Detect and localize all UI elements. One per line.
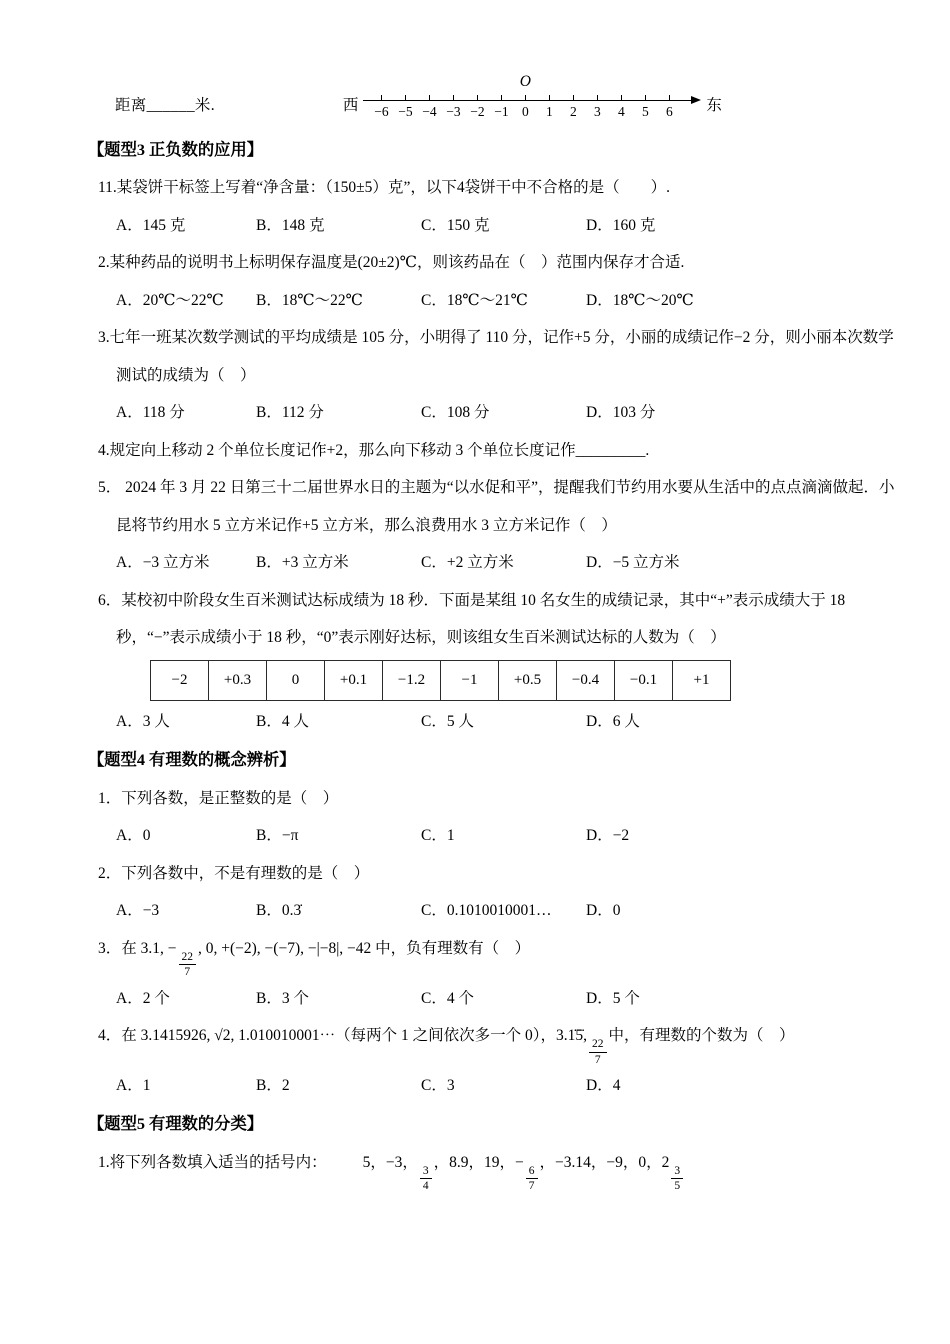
tick-label: −4 bbox=[422, 103, 437, 119]
option-b: B．148 克 bbox=[256, 216, 325, 234]
problem-text: 5． 2024 年 3 月 22 日第三十二届世界水日的主题为“以水促和平”，提醒我们节约用水要从生活中的点点滴滴做起．小昆将节约用水 5 立方米记作+5 立方米，那么浪费用水 3 立方米记作（ ） bbox=[98, 479, 895, 534]
tick-mark bbox=[429, 95, 430, 101]
tick bbox=[465, 84, 489, 120]
table-cell: −0.1 bbox=[615, 660, 673, 700]
table-cell: −2 bbox=[151, 660, 209, 700]
tick-label: 2 bbox=[570, 103, 577, 119]
text-segment: 1.将下列各数填入适当的括号内： bbox=[98, 1153, 327, 1171]
option-c: C．1 bbox=[421, 827, 455, 845]
tick-label: 1 bbox=[546, 103, 553, 119]
option-a: A．145 克 bbox=[116, 216, 186, 234]
problem-text: 6．某校初中阶段女生百米测试达标成绩为 18 秒．下面是某组 10 名女生的成绩记录，其中“+”表示成绩大于 18 秒，“−”表示成绩小于 18 秒，“0”表示刚好达标，则该组女生百米测试达标的人数为（ ） bbox=[98, 591, 846, 647]
west-label: 西 bbox=[342, 97, 359, 115]
tick-label: 5 bbox=[642, 103, 649, 119]
option-a: A．1 bbox=[116, 1076, 151, 1094]
tick-mark bbox=[477, 95, 478, 101]
option-c: C．150 克 bbox=[421, 216, 490, 234]
options-row bbox=[116, 1067, 895, 1105]
problem-text: 2.某种药品的说明书上标明保存温度是(20±2)℃，则该药品在（ ）范围内保存才合适. bbox=[98, 254, 685, 272]
option-b: B．4 人 bbox=[256, 712, 309, 730]
options-row bbox=[116, 892, 895, 930]
tick bbox=[585, 84, 609, 120]
axis-ticks bbox=[369, 84, 681, 120]
problem-4 bbox=[88, 432, 895, 470]
numerator: 22 bbox=[589, 1037, 607, 1052]
tick bbox=[537, 84, 561, 120]
section-title-5: 【题型5 有理数的分类】 bbox=[88, 1114, 264, 1134]
options-row bbox=[116, 282, 895, 320]
fraction bbox=[420, 1164, 432, 1194]
problem-text bbox=[98, 930, 895, 980]
option-c: C．4 个 bbox=[421, 989, 474, 1007]
problem-text: 1．下列各数，是正整数的是（ ） bbox=[98, 789, 339, 807]
tick-mark bbox=[525, 95, 526, 101]
text-segment: 中，有理数的个数为（ ） bbox=[608, 1027, 795, 1045]
option-c: C．3 bbox=[421, 1076, 455, 1094]
option-b: B．112 分 bbox=[256, 404, 324, 422]
numerator: 3 bbox=[671, 1164, 683, 1179]
option-c: C．18℃～21℃ bbox=[421, 291, 529, 309]
option-d: D．−2 bbox=[586, 827, 630, 845]
tick bbox=[609, 84, 633, 120]
fraction bbox=[589, 1037, 607, 1067]
table-cell: −0.4 bbox=[557, 660, 615, 700]
problem-2 bbox=[88, 855, 895, 930]
fraction bbox=[526, 1164, 538, 1194]
numerator: 6 bbox=[526, 1164, 538, 1179]
table-row bbox=[151, 660, 731, 700]
option-b: B．3 个 bbox=[256, 989, 309, 1007]
option-b: B．−π bbox=[256, 827, 299, 845]
option-c: C．108 分 bbox=[421, 404, 490, 422]
numerator: 22 bbox=[179, 950, 197, 965]
option-a: A．3 人 bbox=[116, 712, 170, 730]
text-segment: , 0, +(−2), −(−7), −|−8|, −42 中，负有理数有（ ） bbox=[198, 939, 531, 957]
problem-text bbox=[98, 1144, 895, 1194]
origin-label: O bbox=[519, 73, 532, 90]
option-b: B．2 bbox=[256, 1076, 290, 1094]
denominator: 7 bbox=[594, 1053, 601, 1066]
text-segment: ，−3.14，−9，0，2 bbox=[539, 1153, 670, 1171]
number-line bbox=[342, 73, 722, 128]
tick bbox=[657, 84, 681, 120]
problem-5 bbox=[88, 469, 895, 582]
option-d: D．0 bbox=[586, 902, 621, 920]
tick-mark bbox=[669, 95, 670, 101]
problem-11 bbox=[88, 169, 895, 244]
options-row bbox=[116, 207, 895, 245]
fraction bbox=[671, 1164, 683, 1194]
tick bbox=[561, 84, 585, 120]
option-b: B．0.3̇ bbox=[256, 902, 302, 920]
option-d: D．160 克 bbox=[586, 216, 656, 234]
problem-text: 3.七年一班某次数学测试的平均成绩是 105 分，小明得了 110 分，记作+5 分，小丽的成绩记作−2 分，则小丽本次数学测试的成绩为（ ） bbox=[98, 329, 894, 384]
option-a: A．118 分 bbox=[116, 404, 185, 422]
problem-text bbox=[98, 1017, 895, 1067]
problem-text: 2．下列各数中，不是有理数的是（ ） bbox=[98, 864, 370, 882]
table-cell: −1.2 bbox=[383, 660, 441, 700]
option-a: A．−3 bbox=[116, 902, 160, 920]
fraction bbox=[179, 950, 197, 980]
option-a: A．20℃～22℃ bbox=[116, 291, 224, 309]
text-segment: 5，−3， bbox=[362, 1153, 418, 1171]
option-b: B．18℃～22℃ bbox=[256, 291, 364, 309]
table-cell: +0.1 bbox=[325, 660, 383, 700]
tick-mark bbox=[453, 95, 454, 101]
tick-label: 3 bbox=[594, 103, 601, 119]
denominator: 7 bbox=[528, 1180, 535, 1193]
options-row bbox=[116, 544, 895, 582]
denominator: 4 bbox=[422, 1180, 429, 1193]
tick-label: 0 bbox=[522, 103, 529, 119]
top-row bbox=[88, 73, 895, 128]
tick bbox=[633, 84, 657, 120]
section-title-4: 【题型4 有理数的概念辨析】 bbox=[88, 750, 296, 770]
problem-1 bbox=[88, 1144, 895, 1194]
options-row bbox=[116, 703, 895, 741]
option-d: D．4 bbox=[586, 1076, 621, 1094]
option-d: D．−5 立方米 bbox=[586, 554, 680, 572]
tick-mark bbox=[549, 95, 550, 101]
table-cell: −1 bbox=[441, 660, 499, 700]
problem-6 bbox=[88, 582, 895, 741]
option-d: D．103 分 bbox=[586, 404, 656, 422]
options-row bbox=[116, 817, 895, 855]
tick-mark bbox=[405, 95, 406, 101]
tick-label: −3 bbox=[446, 103, 461, 119]
problem-3 bbox=[88, 319, 895, 432]
problem-text: 11.某袋饼干标签上写着“净含量：（150±5）克”，以下4袋饼干中不合格的是（ ）. bbox=[98, 179, 670, 197]
tick bbox=[393, 84, 417, 120]
tick-label: −1 bbox=[494, 103, 509, 119]
option-d: D．18℃～20℃ bbox=[586, 291, 694, 309]
section-title-3: 【题型3 正负数的应用】 bbox=[88, 140, 264, 159]
tick-label: −6 bbox=[374, 103, 389, 119]
numerator: 3 bbox=[420, 1164, 432, 1179]
axis-arrow-icon bbox=[691, 96, 701, 104]
tick-mark bbox=[597, 95, 598, 101]
denominator: 5 bbox=[674, 1180, 681, 1193]
problem-text: 4.规定向上移动 2 个单位长度记作+2，那么向下移动 3 个单位长度记作_________. bbox=[98, 441, 650, 459]
option-d: D．5 个 bbox=[586, 989, 640, 1007]
tick-mark bbox=[621, 95, 622, 101]
option-a: A．0 bbox=[116, 827, 151, 845]
option-c: C．+2 立方米 bbox=[421, 554, 514, 572]
problem-2 bbox=[88, 244, 895, 319]
tick bbox=[369, 84, 393, 120]
table-cell: 0 bbox=[267, 660, 325, 700]
options-row bbox=[116, 980, 895, 1018]
east-label: 东 bbox=[706, 97, 722, 115]
tick-mark bbox=[381, 95, 382, 101]
options-row bbox=[116, 394, 895, 432]
option-a: A．2 个 bbox=[116, 989, 170, 1007]
option-b: B．+3 立方米 bbox=[256, 554, 349, 572]
distance-blank-text: 距离______米. bbox=[115, 97, 215, 115]
tick-label: 6 bbox=[666, 103, 673, 119]
text-segment: 3．在 3.1, − bbox=[98, 939, 177, 957]
denominator: 7 bbox=[184, 966, 191, 979]
tick bbox=[417, 84, 441, 120]
tick bbox=[489, 84, 513, 120]
score-table bbox=[150, 660, 731, 701]
problem-3 bbox=[88, 930, 895, 1017]
problem-4 bbox=[88, 1017, 895, 1104]
tick bbox=[441, 84, 465, 120]
number-line-axis bbox=[363, 73, 701, 128]
tick-mark bbox=[501, 95, 502, 101]
tick-label: 4 bbox=[618, 103, 625, 119]
option-c: C．5 人 bbox=[421, 712, 474, 730]
table-cell: +0.3 bbox=[209, 660, 267, 700]
option-c: C．0.1010010001… bbox=[421, 902, 552, 920]
problem-1 bbox=[88, 780, 895, 855]
option-a: A．−3 立方米 bbox=[116, 554, 210, 572]
tick bbox=[513, 84, 537, 120]
table-cell: +1 bbox=[673, 660, 731, 700]
tick-label: −5 bbox=[398, 103, 413, 119]
tick-label: −2 bbox=[470, 103, 485, 119]
tick-mark bbox=[573, 95, 574, 101]
text-segment: ，8.9，19，− bbox=[433, 1153, 524, 1171]
tick-mark bbox=[645, 95, 646, 101]
table-cell: +0.5 bbox=[499, 660, 557, 700]
text-segment: 4．在 3.1415926, √2, 1.010010001⋯（每两个 1 之间依次多一个 0），3.1̇5̇, bbox=[98, 1027, 588, 1045]
option-d: D．6 人 bbox=[586, 712, 640, 730]
